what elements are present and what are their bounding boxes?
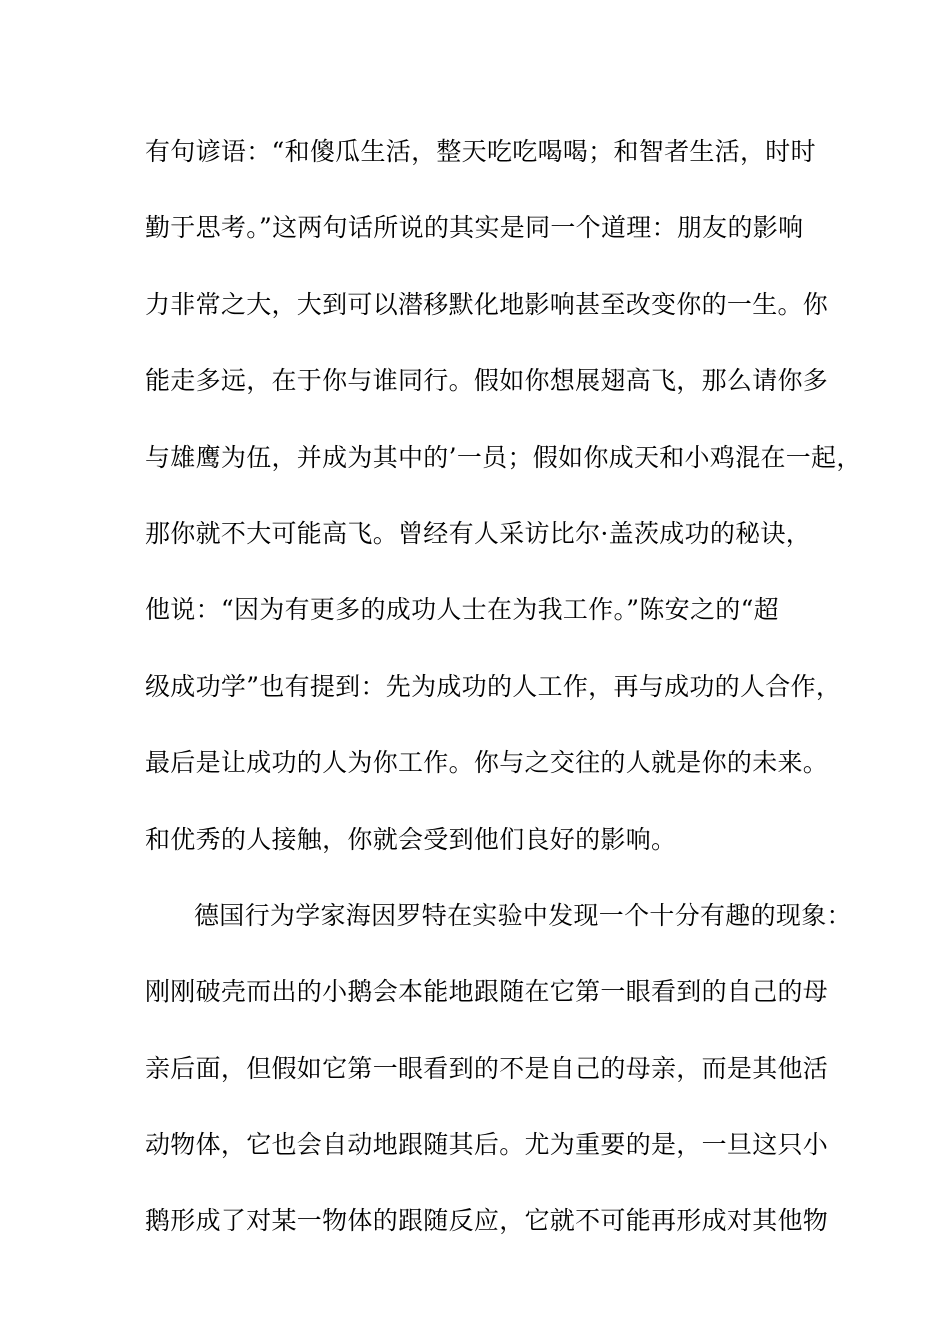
text-line: 和优秀的人接触，你就会受到他们良好的影响。 (145, 824, 677, 854)
text-line: 刚刚破壳而出的小鹅会本能地跟随在它第一眼看到的自己的母 (145, 977, 829, 1007)
text-line: 力非常之大，大到可以潜移默化地影响甚至改变你的一生。你 (145, 289, 829, 319)
text-line: 与雄鹰为伍，并成为其中的’一员；假如你成天和小鸡混在一起， (145, 442, 862, 472)
text-line: 鹅形成了对某一物体的跟随反应，它就不可能再形成对其他物 (145, 1206, 829, 1236)
text-line: 最后是让成功的人为你工作。你与之交往的人就是你的未来。 (145, 748, 829, 778)
text-line: 亲后面，但假如它第一眼看到的不是自己的母亲，而是其他活 (145, 1053, 829, 1083)
text-line: 能走多远，在于你与谁同行。假如你想展翅高飞，那么请你多 (145, 366, 829, 396)
body-text (145, 127, 862, 1273)
paragraph-first-line: 德国行为学家海因罗特在实验中发现一个十分有趣的现象： (194, 900, 852, 930)
text-line: 那你就不大可能高飞。曾经有人采访比尔·盖茨成功的秘诀， (145, 518, 812, 548)
text-line: 级成功学”也有提到：先为成功的人工作，再与成功的人合作， (145, 671, 842, 701)
text-line: 动物体，它也会自动地跟随其后。尤为重要的是，一旦这只小 (145, 1130, 829, 1160)
text-line: 他说：“因为有更多的成功人士在为我工作。”陈安之的“超 (145, 595, 779, 625)
text-line: 勤于思考。”这两句话所说的其实是同一个道理：朋友的影响 (145, 213, 804, 243)
text-line: 有句谚语：“和傻瓜生活，整天吃吃喝喝；和智者生活，时时 (145, 137, 816, 166)
